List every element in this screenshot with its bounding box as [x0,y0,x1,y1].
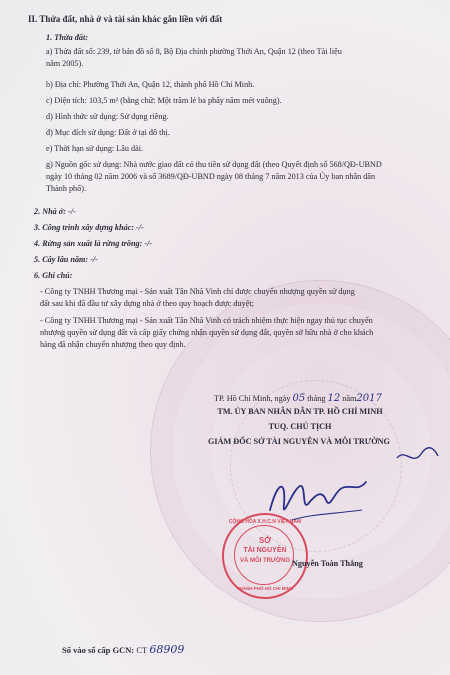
item-construction: 3. Công trình xây dựng khác: -/- [34,223,144,232]
date-day: 05 [292,393,306,404]
section-title: II. Thửa đất, nhà ở và tài sản khác gắn liền với đất [28,14,223,24]
note-2-line-1: - Công ty TNHH Thương mại - Sản xuất Tân Nhã Vinh có trách nhiệm thực hiện ngay thủ tục chuyển [40,316,373,325]
note-1-line-2: đất sau khi đã đầu tư xây dựng nhà ở theo quy hoạch được duyệt; [40,299,254,308]
land-origin: g) Nguồn gốc sử dụng: Nhà nước giao đất có thu tiền sử dụng đất (theo Quyết định số 568/QĐ-UBND [46,160,382,169]
stamp-bottom-text: THÀNH PHỐ HỒ CHÍ MINH [236,586,294,591]
registry-label: Số vào sổ cấp GCN: [62,645,135,655]
note-1-line-1: - Công ty TNHH Thương mại - Sản xuất Tân Nhã Vinh chỉ được chuyển nhượng quyền sử dụng [40,287,355,296]
date-month-label: tháng [307,394,326,403]
item-perennial-trees: 5. Cây lâu năm: -/- [34,255,98,264]
land-parcel-number: a) Thửa đất số: 239, tờ bản đồ số 8, Bộ Địa chính phường Thới An, Quận 12 (theo Tài liệu [46,47,342,56]
stamp-line-1: SỞ [258,536,272,545]
signing-authority-1: TM. ỦY BAN NHÂN DÂN TP. HỒ CHÍ MINH [217,407,383,416]
land-parcel-number-cont: năm 2005). [46,59,84,68]
land-use-purpose: đ) Mục đích sử dụng: Đất ở tại đô thị. [46,128,170,137]
registry-handwritten-number: 68909 [149,643,185,656]
land-area: c) Diện tích: 103,5 m² (bằng chữ: Một trăm lẻ ba phẩy năm mét vuông). [46,96,282,105]
registry-number [62,644,184,656]
land-use-term: e) Thời hạn sử dụng: Lâu dài. [46,144,144,153]
pen-stroke-mark [395,440,440,470]
date-year: 2017 [356,393,382,404]
note-2-line-2: nhượng quyền sử dụng đất và cấp giấy chứng nhận quyền sử dụng đất, quyền sở hữu nhà ở cho khách [40,328,374,337]
stamp-line-3: VÀ MÔI TRƯỜNG [239,558,291,564]
date-year-label: năm [342,394,357,403]
item-forest: 4. Rừng sản xuất là rừng trồng: -/- [34,239,153,248]
signing-authority-3: GIÁM ĐỐC SỞ TÀI NGUYÊN VÀ MÔI TRƯỜNG [208,437,390,446]
land-origin-end: Thành phố). [46,184,87,193]
land-use-form: d) Hình thức sử dụng: Sử dụng riêng. [46,112,169,121]
date-prefix: TP. Hồ Chí Minh, ngày [214,394,291,403]
notes-heading: 6. Ghi chú: [34,271,73,280]
item-house: 2. Nhà ở: -/- [34,207,76,216]
handwritten-signature [262,470,372,540]
signer-name: Nguyễn Toàn Thắng [292,559,363,568]
registry-prefix: CT [136,645,148,655]
land-origin-cont: ngày 10 tháng 02 năm 2006 và số 3689/QĐ-UBND ngày 08 tháng 7 năm 2013 của Ủy ban nhân dân [46,172,376,181]
land-address: b) Địa chỉ: Phường Thới An, Quận 12, thành phố Hồ Chí Minh. [46,80,255,89]
stamp-line-2: TÀI NGUYÊN [243,547,287,554]
note-2-line-3: hàng đã nhận chuyển nhượng theo quy định. [40,340,186,349]
issue-place-date [214,393,382,404]
date-month: 12 [327,393,341,404]
signing-authority-2: TUQ. CHỦ TỊCH [268,422,332,431]
stamp-ring-text: CỘNG HÒA X.H.C.N VIỆT NAM [228,519,302,525]
land-heading: 1. Thửa đất: [46,33,88,42]
